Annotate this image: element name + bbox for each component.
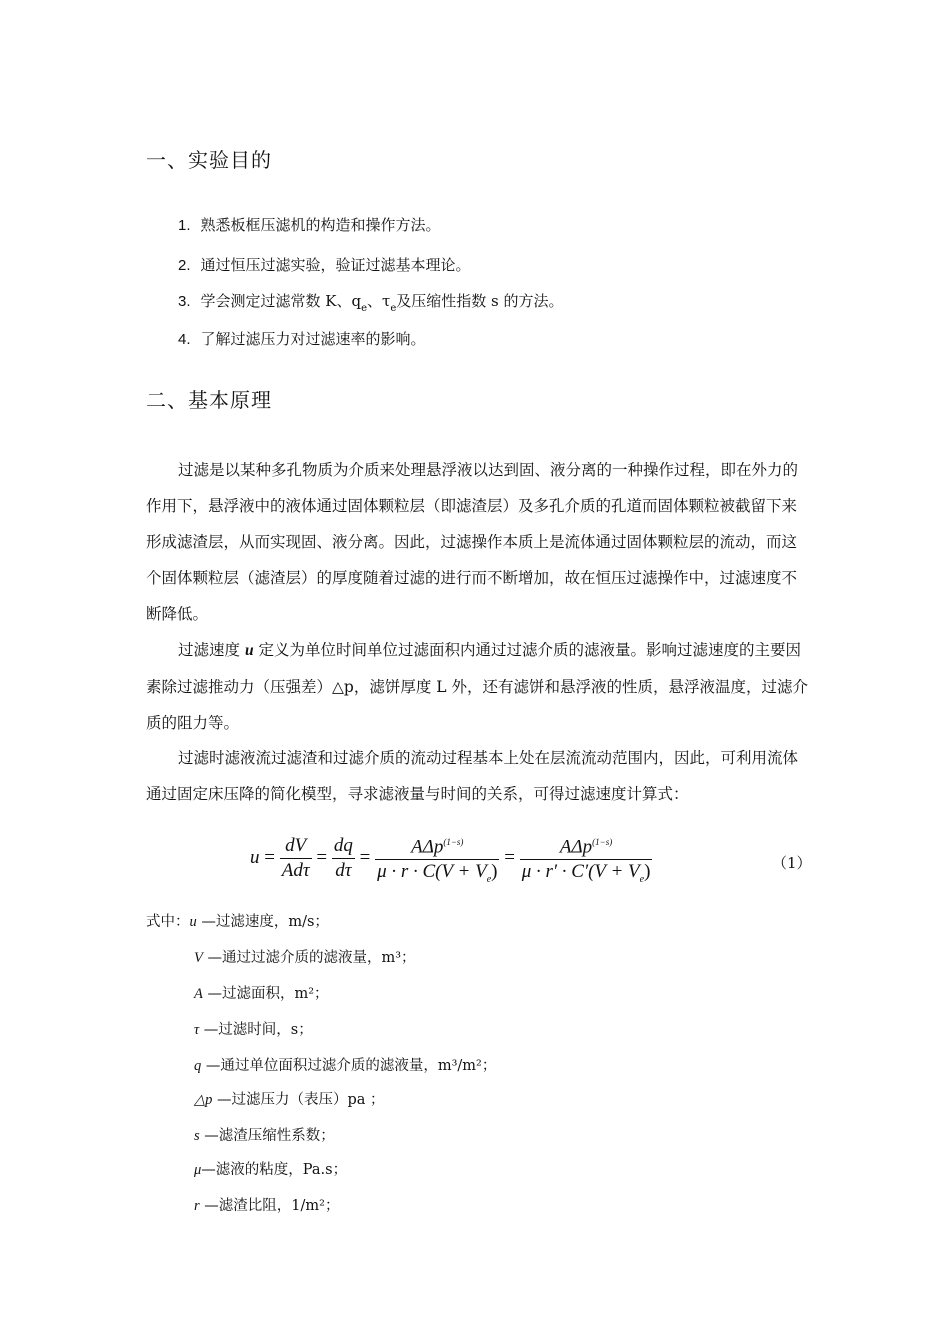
eq-fraction [332,834,355,883]
list-number: 1. [178,217,191,234]
definition-item [194,1158,347,1179]
def-text: —滤渣压缩性系数； [199,1128,335,1144]
def-symbol: s [194,1128,200,1144]
list-item [178,214,441,235]
list-text: 熟悉板框压滤机的构造和操作方法。 [200,216,441,234]
eq-numerator: dV [285,835,307,857]
eq-term: AΔp [559,836,593,858]
paragraph-text: 定义为单位时间单位过滤面积内通过过滤介质的滤液量。影响过滤速度的主要因素除过滤推动力（压强差）△p，滤饼厚度 L 外，还有滤饼和悬浮液的性质，悬浮液温度，过滤介质的阻力等。 [146,641,808,732]
equation-number: （1） [772,854,812,872]
list-number: 3. [178,293,191,310]
definition-item [194,1124,335,1145]
list-item [178,328,426,349]
definition-item [194,1054,496,1075]
paragraph-2 [146,632,810,741]
definition-item [194,982,329,1003]
list-text: 、τ [367,292,391,310]
paragraph-text: 过滤速度 [178,641,245,659]
eq-denominator: Adτ [281,860,310,882]
eq-subscript: e [639,874,645,886]
eq-exponent: (1−s) [592,837,613,847]
eq-exponent: (1−s) [443,837,464,847]
list-number: 2. [178,257,191,274]
eq-term: μ · r′ · C′(V + V [521,861,640,883]
eq-fraction [375,830,499,887]
list-item [178,290,564,314]
definitions-intro [146,910,329,931]
eq-denominator: dτ [332,858,355,883]
eq-numerator [375,830,499,859]
eq-fraction [280,834,312,883]
definition-item [194,1194,339,1215]
def-text: —通过单位面积过滤介质的滤液量，m³/m²； [201,1058,497,1074]
list-text: 通过恒压过滤实验，验证过滤基本理论。 [200,256,471,274]
def-text: —滤液的粘度，Pa.s； [201,1162,348,1178]
def-text: —过滤面积，m²； [202,986,329,1002]
def-text: —滤渣比阻，1/m²； [199,1198,340,1214]
eq-numerator: dq [333,835,353,857]
subscript: e [361,303,368,314]
eq-denominator: $\mu \cdot r \cdot C(V + V_e)$ [377,861,498,886]
def-symbol: μ [194,1162,202,1178]
symbol-u: u [244,642,254,659]
eq-numerator [520,830,653,859]
def-symbol: △p [194,1092,213,1108]
list-text: 学会测定过滤常数 K、q [200,292,362,310]
definition-item [194,1088,385,1109]
list-item [178,254,471,275]
equation-1: u = $\frac{dV}{\text{Adτ}}$ = $\frac{dq}{d\tau}$ = $\frac{A\Delta p^{(1-s)}}{\mu \cdot r \cdot C(V + V_e)}$ = $\frac{A\Delta p^{(1-s)}}{\mu \cdot r' \cdot C'(V + V_e)}$ [250,830,652,887]
def-symbol: A [194,986,203,1002]
def-symbol: V [194,950,203,966]
def-text: —通过过滤介质的滤液量，m³； [202,950,416,966]
section-1-title: 一、实验目的 [146,148,272,172]
list-text: 了解过滤压力对过滤速率的影响。 [200,330,426,348]
eq-term: AΔp [411,836,444,858]
list-text: 及压缩性指数 s 的方法。 [396,292,564,310]
eq-denominator: $\mu \cdot r' \cdot C'(V + V_e)$ [521,861,651,886]
def-symbol: τ [194,1022,200,1038]
def-symbol: r [194,1198,200,1214]
paragraph-1: 过滤是以某种多孔物质为介质来处理悬浮液以达到固、液分离的一种操作过程，即在外力的作用下，悬浮液中的液体通过固体颗粒层（即滤渣层）及多孔介质的孔道而固体颗粒被截留下来形成滤渣层，从而实现固、液分离。因此，过滤操作本质上是流体通过固体颗粒层的流动，而这个固体颗粒层（滤渣层）的厚度随着过滤的进行而不断增加，故在恒压过滤操作中，过滤速度不断降低。 [146,461,799,623]
def-symbol: q [194,1058,202,1074]
definition-item [194,946,416,967]
def-text: —过滤压力（表压）pa ； [212,1092,385,1108]
eq-subscript: e [486,874,492,886]
definitions-label: 式中： [146,914,190,930]
eq-term: μ · r · C(V + V [377,861,487,883]
definition-item [194,1018,313,1039]
eq-lhs: u [250,847,260,869]
def-text: —过滤时间，s； [199,1022,313,1038]
def-symbol: u [189,914,197,930]
subscript: e [390,303,397,314]
def-text: —过滤速度，m/s； [196,914,329,930]
section-2-title: 二、基本原理 [146,388,272,412]
list-number: 4. [178,331,191,348]
eq-fraction [520,830,653,887]
paragraph-3: 过滤时滤液流过滤渣和过滤介质的流动过程基本上处在层流流动范围内，因此，可利用流体通过固定床压降的简化模型，寻求滤液量与时间的关系，可得过滤速度计算式： [146,749,799,803]
